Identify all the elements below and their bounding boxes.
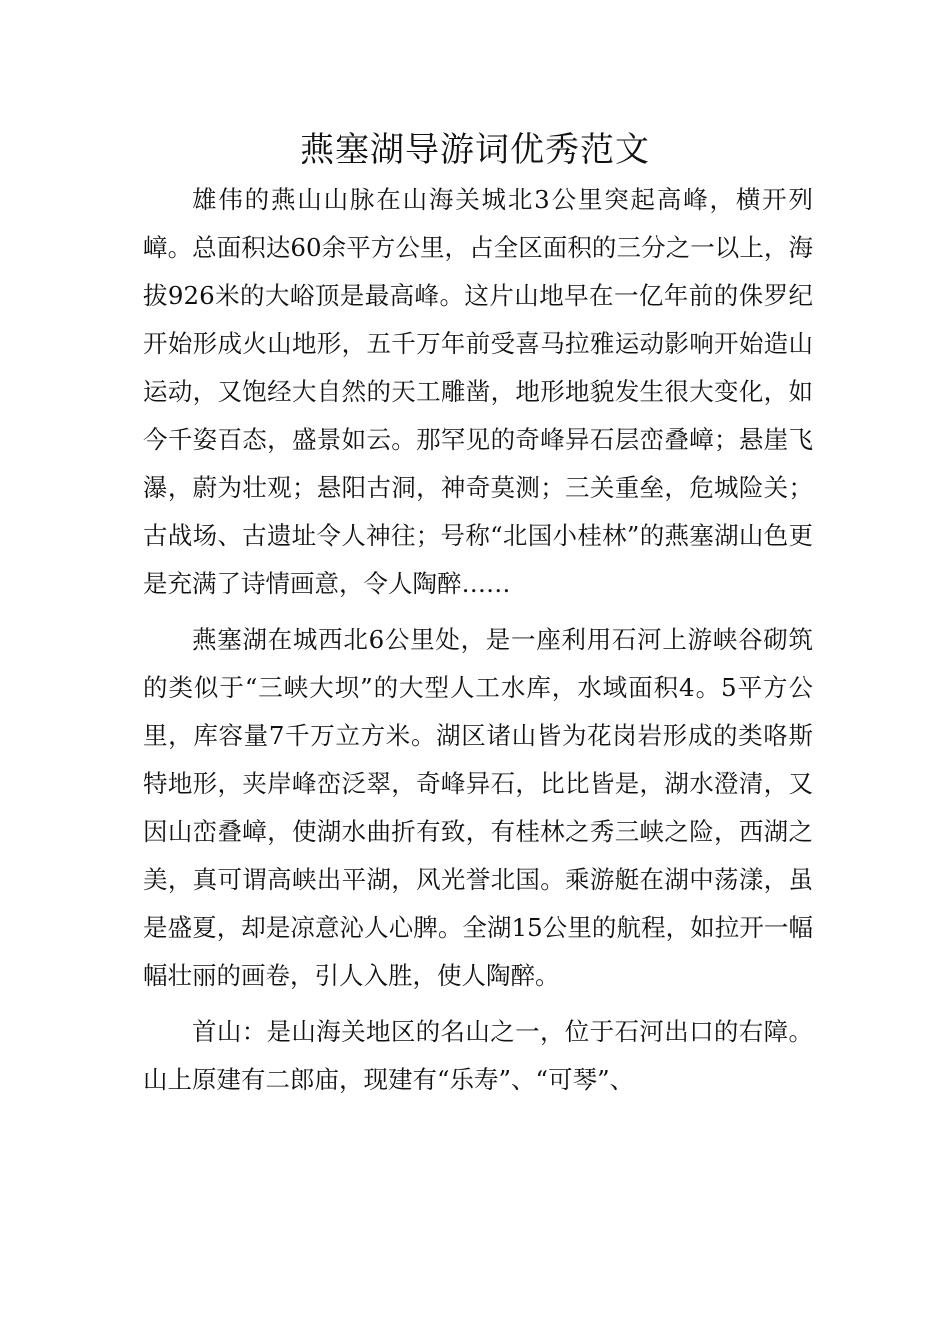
paragraph-intro: 雄伟的燕山山脉在山海关城北3公里突起高峰，横开列嶂。总面积达60余平方公里，占全区面积的三分之一以上，海拔926米的大峪顶是最高峰。这片山地早在一亿年前的侏罗纪开始形成火山地形，五千万年前受喜马拉雅运动影响开始造山运动，又饱经大自然的天工雕凿，地形地貌发生很大变化，如今千姿百态，盛景如云。那罕见的奇峰异石层峦叠嶂；悬崖飞瀑，蔚为壮观；悬阳古洞，神奇莫测；三关重垒，危城险关；古战场、古遗址令人神往；号称“北国小桂林”的燕塞湖山色更是充满了诗情画意，令人陶醉……: [143, 185, 813, 598]
paragraph-shoushan: 首山：是山海关地区的名山之一，位于石河出口的右障。山上原建有二郎庙，现建有“乐寿”、“可琴”、: [143, 1017, 813, 1094]
document-title: 燕塞湖导游词优秀范文: [300, 130, 650, 170]
document-body: [143, 176, 813, 1112]
paragraph-lake: 燕塞湖在城西北6公里处，是一座利用石河上游峡谷砌筑的类似于“三峡大坝”的大型人工水库，水域面积4。5平方公里，库容量7千万立方米。湖区诸山皆为花岗岩形成的类咯斯特地形，夹岸峰峦泛翠，奇峰异石，比比皆是，湖水澄清，又因山峦叠嶂，使湖水曲折有致，有桂林之秀三峡之险，西湖之美，真可谓高峡出平湖，风光誉北国。乘游艇在湖中荡漾，虽是盛夏，却是凉意沁人心脾。全湖15公里的航程，如拉开一幅幅壮丽的画卷，引人入胜，使人陶醉。: [143, 625, 813, 990]
